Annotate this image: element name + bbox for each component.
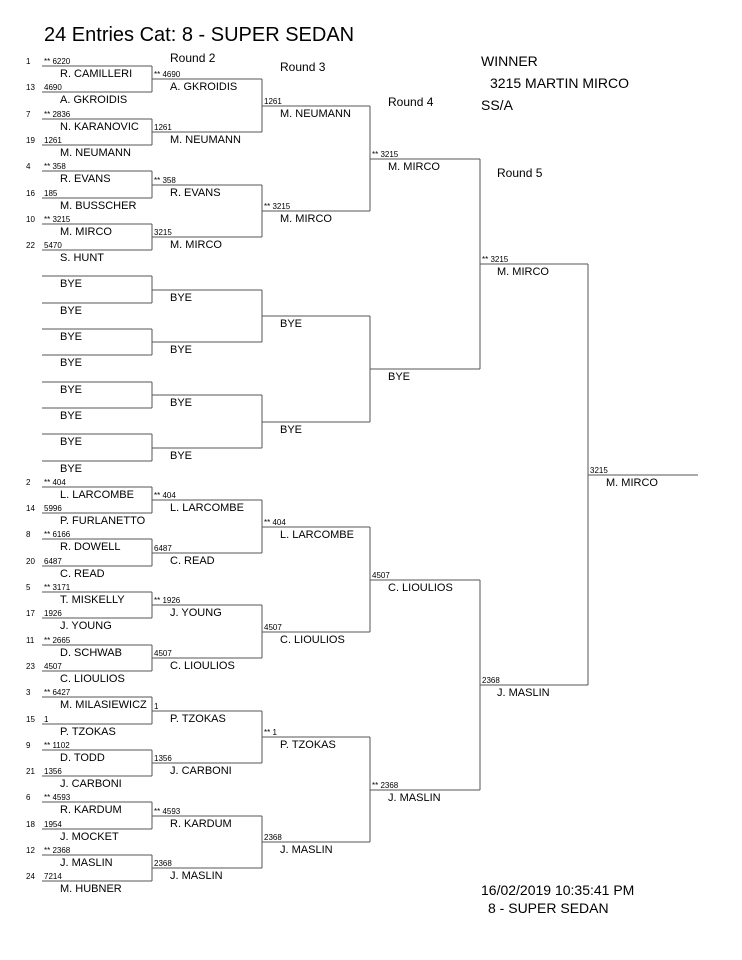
round3-name-0: M. NEUMANN (280, 108, 351, 120)
round-5-heading: Round 5 (497, 166, 543, 180)
round2-number-3: 3215 (154, 228, 172, 237)
round1-name-30: J. MASLIN (60, 857, 113, 869)
round1-seed-1: 13 (26, 83, 35, 92)
round4-number-0: ** 3215 (372, 150, 399, 159)
round1-seed-20: 5 (26, 583, 31, 592)
round3-name-5: C. LIOULIOS (280, 634, 345, 646)
round1-number-1: 4690 (44, 83, 62, 92)
round1-seed-24: 3 (26, 688, 31, 697)
round1-name-28: R. KARDUM (60, 804, 122, 816)
round4-name-2: C. LIOULIOS (388, 582, 453, 594)
round1-seed-19: 20 (26, 557, 35, 566)
round3-name-1: M. MIRCO (280, 213, 332, 225)
round2-number-0: ** 4690 (154, 70, 181, 79)
round2-name-4: BYE (170, 292, 193, 304)
round2-number-14: ** 4593 (154, 807, 181, 816)
round1-name-20: T. MISKELLY (60, 594, 125, 606)
round1-name-25: P. TZOKAS (60, 726, 116, 738)
round1-number-26: ** 1102 (44, 741, 70, 750)
round3-name-3: BYE (280, 424, 303, 436)
round3-number-1: ** 3215 (264, 202, 291, 211)
round4-number-2: 4507 (372, 571, 390, 580)
round2-number-11: 4507 (154, 649, 172, 658)
round2-name-13: J. CARBONI (170, 765, 232, 777)
round2-name-2: R. EVANS (170, 187, 221, 199)
round3-name-7: J. MASLIN (280, 844, 333, 856)
round1-number-3: 1261 (44, 136, 62, 145)
round1-seed-0: 1 (26, 57, 31, 66)
round2-name-14: R. KARDUM (170, 818, 232, 830)
round4-name-3: J. MASLIN (388, 792, 441, 804)
round2-name-3: M. MIRCO (170, 239, 222, 251)
round1-name-11: BYE (60, 357, 83, 369)
round-3-heading: Round 3 (280, 60, 326, 74)
round2-name-12: P. TZOKAS (170, 713, 226, 725)
round1-name-13: BYE (60, 410, 83, 422)
round1-number-24: ** 6427 (44, 688, 71, 697)
round1-seed-23: 23 (26, 662, 35, 671)
round2-name-8: L. LARCOMBE (170, 502, 244, 514)
winner-name: 3215 MARTIN MIRCO (490, 75, 629, 91)
round1-seed-30: 12 (26, 846, 35, 855)
round1-number-29: 1954 (44, 820, 62, 829)
round1-seed-25: 15 (26, 715, 35, 724)
round2-name-0: A. GKROIDIS (170, 81, 238, 93)
round1-seed-7: 22 (26, 241, 35, 250)
round1-number-31: 7214 (44, 872, 62, 881)
round1-name-21: J. YOUNG (60, 620, 112, 632)
round1-number-22: ** 2665 (44, 636, 71, 645)
round5-number-1: 2368 (482, 676, 500, 685)
round1-number-30: ** 2368 (44, 846, 71, 855)
round1-name-29: J. MOCKET (60, 831, 119, 843)
round1-seed-2: 7 (26, 110, 31, 119)
round1-seed-17: 14 (26, 504, 35, 513)
round2-number-2: ** 358 (154, 176, 176, 185)
round1-seed-18: 8 (26, 530, 31, 539)
round2-name-5: BYE (170, 344, 193, 356)
round1-number-20: ** 3171 (44, 583, 71, 592)
round2-number-12: 1 (154, 702, 159, 711)
round1-number-19: 6487 (44, 557, 62, 566)
round1-name-9: BYE (60, 305, 83, 317)
round1-name-19: C. READ (60, 568, 105, 580)
round3-number-5: 4507 (264, 623, 282, 632)
round2-number-1: 1261 (154, 123, 172, 132)
round2-name-10: J. YOUNG (170, 607, 222, 619)
round2-number-8: ** 404 (154, 491, 176, 500)
round2-number-15: 2368 (154, 859, 172, 868)
final-name-0: M. MIRCO (606, 477, 658, 489)
round1-name-27: J. CARBONI (60, 778, 122, 790)
round1-seed-3: 19 (26, 136, 35, 145)
round2-name-7: BYE (170, 450, 193, 462)
round1-name-10: BYE (60, 331, 83, 343)
round1-number-17: 5996 (44, 504, 62, 513)
round1-number-21: 1926 (44, 609, 62, 618)
round2-name-9: C. READ (170, 555, 215, 567)
round1-name-15: BYE (60, 463, 83, 475)
round1-name-16: L. LARCOMBE (60, 489, 134, 501)
round1-name-24: M. MILASIEWICZ (60, 699, 147, 711)
round1-seed-6: 10 (26, 215, 35, 224)
page-title: 24 Entries Cat: 8 - SUPER SEDAN (44, 24, 355, 46)
round3-number-6: ** 1 (264, 728, 277, 737)
winner-label: WINNER (481, 53, 538, 69)
round3-name-2: BYE (280, 318, 303, 330)
round1-number-2: ** 2836 (44, 110, 71, 119)
round4-name-1: BYE (388, 371, 411, 383)
round1-name-17: P. FURLANETTO (60, 515, 146, 527)
round2-number-9: 6487 (154, 544, 172, 553)
winner-class: SS/A (481, 97, 513, 113)
round3-name-4: L. LARCOMBE (280, 529, 354, 541)
round1-seed-31: 24 (26, 872, 35, 881)
round1-number-23: 4507 (44, 662, 62, 671)
round3-number-7: 2368 (264, 833, 282, 842)
round2-name-15: J. MASLIN (170, 870, 223, 882)
footer-timestamp: 16/02/2019 10:35:41 PM (481, 882, 635, 898)
round1-name-22: D. SCHWAB (60, 647, 122, 659)
round1-number-5: 185 (44, 189, 58, 198)
round5-name-1: J. MASLIN (497, 687, 550, 699)
round2-number-10: ** 1926 (154, 596, 181, 605)
round1-seed-16: 2 (26, 478, 31, 487)
round3-number-4: ** 404 (264, 518, 286, 527)
round-4-heading: Round 4 (388, 95, 434, 109)
round2-name-6: BYE (170, 397, 193, 409)
round1-name-6: M. MIRCO (60, 226, 112, 238)
round1-number-6: ** 3215 (44, 215, 71, 224)
round1-name-23: C. LIOULIOS (60, 673, 125, 685)
round1-number-16: ** 404 (44, 478, 66, 487)
round1-name-1: A. GKROIDIS (60, 94, 128, 106)
round1-seed-4: 4 (26, 162, 31, 171)
round1-name-3: M. NEUMANN (60, 147, 131, 159)
round5-name-0: M. MIRCO (497, 266, 549, 278)
round1-number-18: ** 6166 (44, 530, 71, 539)
round1-name-12: BYE (60, 384, 83, 396)
round1-seed-22: 11 (26, 636, 35, 645)
round1-name-4: R. EVANS (60, 173, 111, 185)
round1-number-7: 5470 (44, 241, 62, 250)
round1-name-2: N. KARANOVIC (60, 121, 139, 133)
round4-number-3: ** 2368 (372, 781, 399, 790)
round-2-heading: Round 2 (170, 51, 216, 65)
round1-name-0: R. CAMILLERI (60, 68, 133, 80)
round1-name-18: R. DOWELL (60, 541, 121, 553)
round1-number-27: 1356 (44, 767, 62, 776)
round1-seed-27: 21 (26, 767, 35, 776)
round1-seed-5: 16 (26, 189, 35, 198)
round1-seed-21: 17 (26, 609, 35, 618)
round3-number-0: 1261 (264, 97, 282, 106)
round2-name-1: M. NEUMANN (170, 134, 241, 146)
round1-name-7: S. HUNT (60, 252, 104, 264)
final-number-0: 3215 (590, 466, 608, 475)
round5-number-0: ** 3215 (482, 255, 509, 264)
round1-number-4: ** 358 (44, 162, 66, 171)
round1-name-5: M. BUSSCHER (60, 200, 137, 212)
round1-seed-26: 9 (26, 741, 31, 750)
round1-seed-28: 6 (26, 793, 31, 802)
footer-category: 8 - SUPER SEDAN (488, 900, 609, 916)
round1-name-31: M. HUBNER (60, 883, 122, 895)
round1-name-26: D. TODD (60, 752, 105, 764)
round1-number-0: ** 6220 (44, 57, 71, 66)
round1-name-8: BYE (60, 278, 83, 290)
round2-number-13: 1356 (154, 754, 172, 763)
round1-name-14: BYE (60, 436, 83, 448)
round1-number-28: ** 4593 (44, 793, 71, 802)
round1-number-25: 1 (44, 715, 49, 724)
round3-name-6: P. TZOKAS (280, 739, 336, 751)
round1-seed-29: 18 (26, 820, 35, 829)
round2-name-11: C. LIOULIOS (170, 660, 235, 672)
round4-name-0: M. MIRCO (388, 161, 440, 173)
